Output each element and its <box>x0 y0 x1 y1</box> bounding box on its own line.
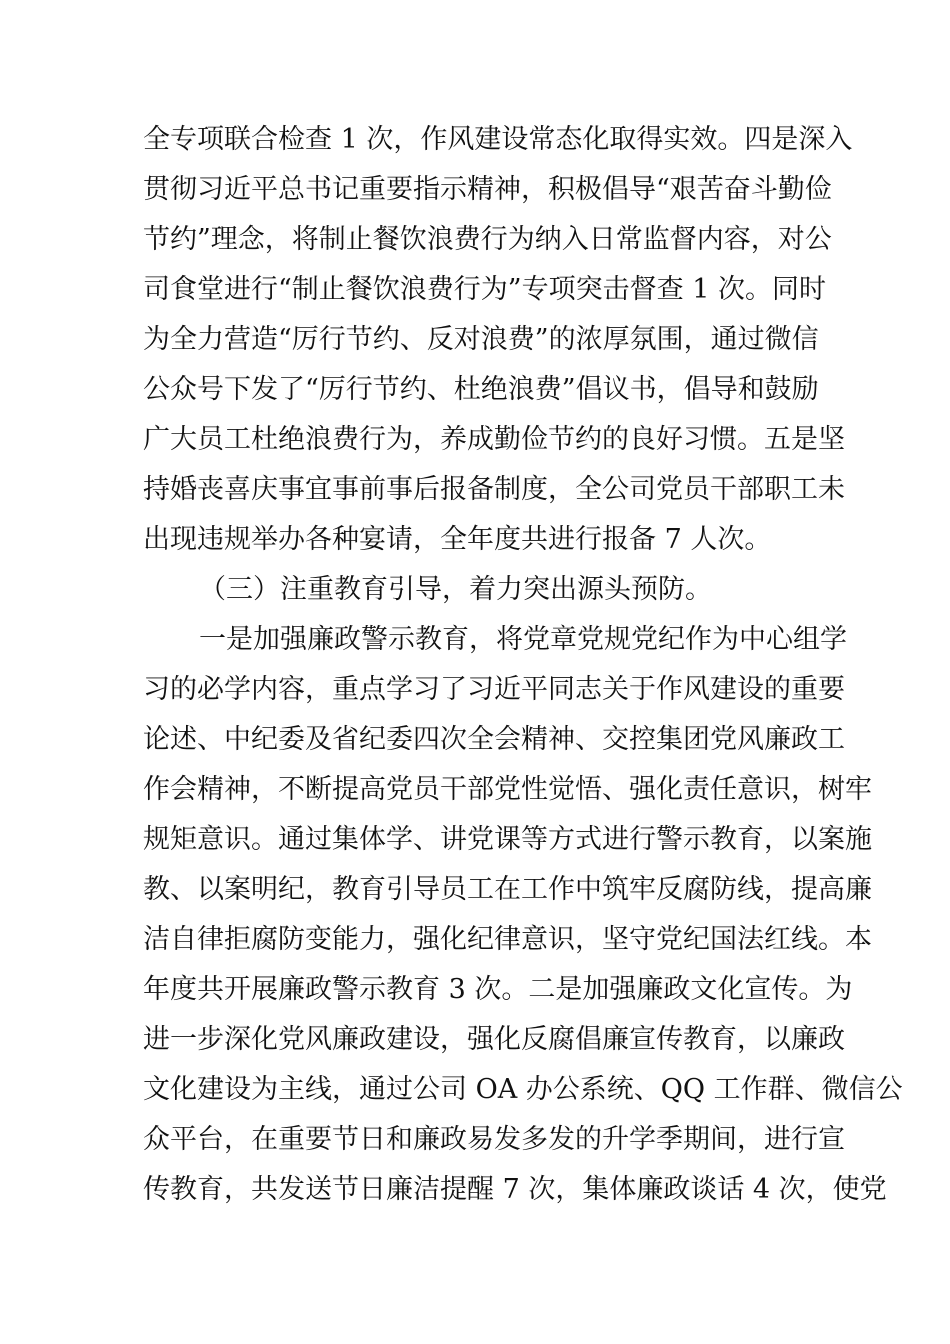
paragraph-line: 节约”理念，将制止餐饮浪费行为纳入日常监督内容，对公 <box>143 224 832 255</box>
paragraph-line: 公众号下发了“厉行节约、杜绝浪费”倡议书，倡导和鼓励 <box>143 374 819 405</box>
paragraph-line: 作会精神，不断提高党员干部党性觉悟、强化责任意识，树牢 <box>143 774 872 805</box>
paragraph-line: 全专项联合检查 1 次，作风建设常态化取得实效。四是深入 <box>143 124 853 155</box>
paragraph-line: 习的必学内容，重点学习了习近平同志关于作风建设的重要 <box>143 674 845 705</box>
paragraph-line: 规矩意识。通过集体学、讲党课等方式进行警示教育，以案施 <box>143 824 872 855</box>
paragraph-line: 进一步深化党风廉政建设，强化反腐倡廉宣传教育，以廉政 <box>143 1024 845 1055</box>
paragraph-line: 文化建设为主线，通过公司 OA 办公系统、QQ 工作群、微信公 <box>143 1074 903 1105</box>
paragraph-line: 出现违规举办各种宴请，全年度共进行报备 7 人次。 <box>143 524 772 555</box>
section-heading: （三）注重教育引导，着力突出源头预防。 <box>199 574 712 605</box>
paragraph-line: 司食堂进行“制止餐饮浪费行为”专项突击督查 1 次。同时 <box>143 274 826 305</box>
paragraph-line: 年度共开展廉政警示教育 3 次。二是加强廉政文化宣传。为 <box>143 974 853 1005</box>
paragraph-line: 为全力营造“厉行节约、反对浪费”的浓厚氛围，通过微信 <box>143 324 819 355</box>
paragraph-line: 洁自律拒腐防变能力，强化纪律意识，坚守党纪国法红线。本 <box>143 924 872 955</box>
paragraph-line: 传教育，共发送节日廉洁提醒 7 次，集体廉政谈话 4 次，使党 <box>143 1174 887 1205</box>
paragraph-line: 广大员工杜绝浪费行为，养成勤俭节约的良好习惯。五是坚 <box>143 424 845 455</box>
paragraph-line: 持婚丧喜庆事宜事前事后报备制度，全公司党员干部职工未 <box>143 474 845 505</box>
paragraph-line: 教、以案明纪，教育引导员工在工作中筑牢反腐防线，提高廉 <box>143 874 872 905</box>
paragraph-line: 论述、中纪委及省纪委四次全会精神、交控集团党风廉政工 <box>143 724 845 755</box>
paragraph-line: 一是加强廉政警示教育，将党章党规党纪作为中心组学 <box>199 624 847 655</box>
paragraph-line: 众平台，在重要节日和廉政易发多发的升学季期间，进行宣 <box>143 1124 845 1155</box>
paragraph-line: 贯彻习近平总书记重要指示精神，积极倡导“艰苦奋斗勤俭 <box>143 174 832 205</box>
